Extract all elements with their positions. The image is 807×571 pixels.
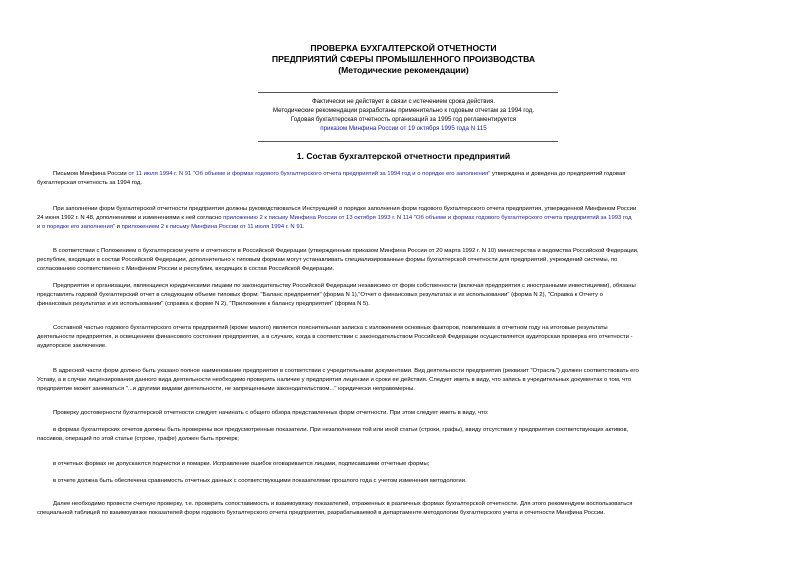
paragraph-2: При заполнении форм бухгалтерской отчетности предприятия должны руководствоваться Инструкцией о порядке заполнения форм годового бухгалтерского отчета предприятия, утвержденной Минфином России 24 июня 1992 г. N 48, дополнениями и изменениями к ней согласно приложению 2 к письму Минфина России от 13 октября 1993 г. N 114 "Об объеме и формах годового бухгалтерского отчета предприятий за 1993 год и о порядке его заполнения" и приложением 2 к письму Минфина России от 11 июля 1994 г. N 91. <box>37 206 637 231</box>
order-115-link[interactable]: приказом Минфина России от 19 октября 1995 года N 115 <box>320 125 487 132</box>
status-note-line-1: Фактически не действует в связи с истечением срока действия. <box>311 98 496 105</box>
status-note-line-2: Методические рекомендации разработаны применительно к годовым отчетам за 1994 год. <box>272 107 535 114</box>
paragraph-7: Проверку достоверности бухгалтерской отчетности следует начинать с общего обзора представленных форм отчетности. При этом следует иметь в виду, что: <box>53 410 489 416</box>
status-note-line-4 <box>0 124 807 133</box>
letter-91-link[interactable]: от 11 июля 1994 г. N 91 "Об объеме и формах годового бухгалтерского отчета предприятий за 1994 год и о порядке его заполнения" <box>128 171 491 177</box>
document-subtitle: (Методические рекомендации) <box>338 65 469 75</box>
divider-top <box>258 92 558 93</box>
paragraph-3: В соответствии с Положением о бухгалтерском учете и отчетности в Российской Федерации (утвержденным приказом Минфина России от 20 марта 1992 г. N 10) министерства и ведомства Российской Федерации, республик, входящих в состав Российской Федерации, дополнительно к типовым формам могут устанавливать специализированные формы бухгалтерской отчетности для предприятий, учреждений системы, по согласованию соответственно с Минфином России и республик, входящих в состав Российской Федерации. <box>37 248 639 273</box>
paragraph-4: Предприятия и организации, являющиеся юридическими лицами по законодательству Российской Федерации независимо от форм собственности (включая предприятия с иностранными инвестициями), обязаны представлять годовой бухгалтерский отчет в следующем объеме типовых форм: "Баланс предприятия" (форма N 1),"Отчет о финансовых результатах и их использовании" (форма N 2), "Справка к Отчету о финансовых результатах и их использовании" (справка к форме N 2), "Приложение к балансу предприятия" (форма N 5). <box>37 283 636 308</box>
paragraph-8: в формах бухгалтерских отчетов должны быть проверены все предусмотренные показатели. При незаполнении той или иной статьи (строки, графы), ввиду отсутствия у предприятия соответствующих активов, пассивов, операций по этой статье (строке, графе) должен быть прочерк; <box>37 427 629 443</box>
document-title-line-1: ПРОВЕРКА БУХГАЛТЕРСКОЙ ОТЧЕТНОСТИ <box>310 43 497 53</box>
letter-114-appendix-link-cont[interactable]: и о порядке его заполнения" <box>37 224 116 231</box>
paragraph-5: Составной частью годового бухгалтерского отчета предприятий (кроме малого) является пояснительная записка с изложением основных факторов, повлиявших в отчетном году на итоговые результаты деятельности предприятия, и освещением финансового состояния предприятия, а в случаях, когда в соответствии с законодательством Российской Федерации осуществляется аудиторская проверка его отчетности - аудиторское заключение. <box>37 325 633 350</box>
status-note-line-3: Годовая бухгалтерская отчетность организаций за 1995 год регламентируется <box>290 116 517 123</box>
letter-114-appendix-link[interactable]: приложению 2 к письму Минфина России от 13 октября 1993 г. N 114 "Об объеме и формах годового бухгалтерского отчета предприятий за 1993 год <box>223 215 632 222</box>
section-heading: 1. Состав бухгалтерской отчетности предприятий <box>296 151 511 161</box>
paragraph-9: в отчетных формах не допускаются подчистки и помарки. Исправление ошибок оговаривается лицами, подписавшими отчетные формы; <box>53 461 430 467</box>
document-title-line-2: ПРЕДПРИЯТИЙ СФЕРЫ ПРОМЫШЛЕННОГО ПРОИЗВОДСТВА <box>271 54 536 64</box>
paragraph-6: В адресной части форм должно быть указано полное наименование предприятия в соответствии с учредительными документами. Вид деятельности предприятия (реквизит "Отрасль") должен соответствовать его Уставу, а в случае лицензирования данного вида деятельности необходимо проверить наличие у предприятия лицензии и сроки ее действия. Следует иметь в виду, что запись в учредительных документах о том, что предприятие может заниматься "...и другими видами деятельности, не запрещенными законодательством..." юридически неправомерны. <box>37 368 639 393</box>
paragraph-11: Далее необходимо провести счетную проверку, т.е. проверить сопоставимость и взаимоувязку показателей, отраженных в различных формах бухгалтерской отчетности. Для этого рекомендуем воспользоваться специальной таблицей по взаимоувязке показателей форм годового бухгалтерского отчета предприятия, разрабатываемой в департаменте методологии бухгалтерского учета и отчетности Минфина России. <box>37 501 633 517</box>
paragraph-1: Письмом Минфина России от 11 июля 1994 г. N 91 "Об объеме и формах годового бухгалтерского отчета предприятий за 1994 год и о порядке его заполнения" утверждена и доведена до предприятий годовая бухгалтерская отчетность за 1994 год. <box>37 171 626 187</box>
paragraph-10: в отчете должна быть обеспечена сравнимость отчетных данных с соответствующими показателями прошлого года с учетом изменения методологии. <box>53 478 467 484</box>
letter-91-appendix-link[interactable]: приложением 2 к письму Минфина России от 11 июля 1994 г. N 91 <box>121 224 303 231</box>
divider-bottom <box>258 141 558 142</box>
